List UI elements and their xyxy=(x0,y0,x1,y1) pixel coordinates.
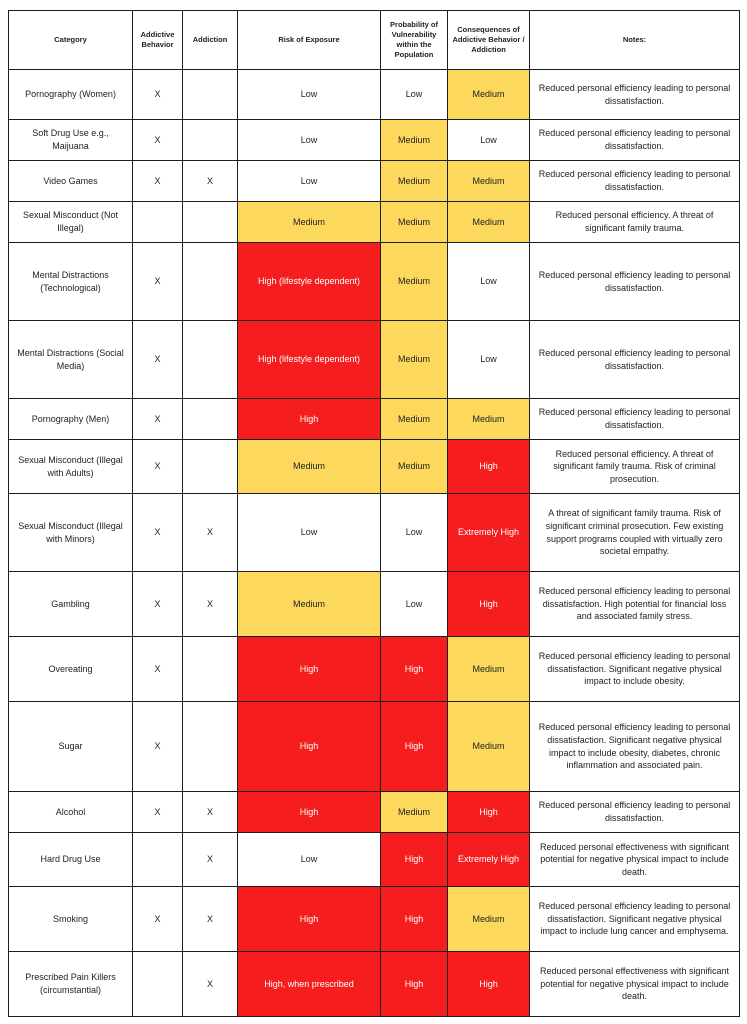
notes-cell: Reduced personal efficiency leading to personal dissatisfaction. Significant negative physical impact to include obesity, diabetes, chronic inflammation and associated pain. xyxy=(530,702,740,792)
table-row xyxy=(9,243,740,321)
category-cell: Pornography (Men) xyxy=(9,399,133,440)
notes-cell: Reduced personal efficiency leading to personal dissatisfaction. xyxy=(530,243,740,321)
addiction-cell xyxy=(183,702,238,792)
consequences-cell: Low xyxy=(448,120,530,161)
notes-cell: Reduced personal effectiveness with significant potential for negative physical impact to include death. xyxy=(530,952,740,1017)
notes-cell: Reduced personal efficiency leading to personal dissatisfaction. xyxy=(530,321,740,399)
addiction-cell: X xyxy=(183,161,238,202)
addictive-behavior-cell xyxy=(133,833,183,887)
notes-cell: Reduced personal efficiency leading to personal dissatisfaction. xyxy=(530,70,740,120)
table-row xyxy=(9,70,740,120)
probability-cell: High xyxy=(381,887,448,952)
addictive-behavior-cell: X xyxy=(133,399,183,440)
probability-cell: High xyxy=(381,952,448,1017)
addiction-cell: X xyxy=(183,494,238,572)
addiction-cell: X xyxy=(183,833,238,887)
probability-cell: Medium xyxy=(381,243,448,321)
addictive-behavior-cell: X xyxy=(133,572,183,637)
notes-cell: Reduced personal efficiency. A threat of significant family trauma. Risk of criminal prosecution. xyxy=(530,440,740,494)
header-notes: Notes: xyxy=(530,11,740,70)
addiction-cell: X xyxy=(183,792,238,833)
notes-cell: Reduced personal efficiency leading to personal dissatisfaction. xyxy=(530,161,740,202)
addiction-risk-table xyxy=(8,10,740,1017)
header-addictive-behavior: Addictive Behavior xyxy=(133,11,183,70)
table-row xyxy=(9,833,740,887)
addiction-cell xyxy=(183,202,238,243)
addictive-behavior-cell: X xyxy=(133,70,183,120)
addictive-behavior-cell xyxy=(133,202,183,243)
category-cell: Video Games xyxy=(9,161,133,202)
notes-cell: Reduced personal efficiency leading to personal dissatisfaction. xyxy=(530,399,740,440)
consequences-cell: Medium xyxy=(448,202,530,243)
addiction-cell xyxy=(183,637,238,702)
table-body xyxy=(9,70,740,1017)
table-row xyxy=(9,321,740,399)
risk-cell: Low xyxy=(238,120,381,161)
category-cell: Sexual Misconduct (Illegal with Minors) xyxy=(9,494,133,572)
table-row xyxy=(9,702,740,792)
addiction-cell xyxy=(183,440,238,494)
consequences-cell: Medium xyxy=(448,702,530,792)
consequences-cell: Extremely High xyxy=(448,494,530,572)
probability-cell: Medium xyxy=(381,321,448,399)
table-row xyxy=(9,161,740,202)
notes-cell: Reduced personal effectiveness with significant potential for negative physical impact to include death. xyxy=(530,833,740,887)
table-row xyxy=(9,887,740,952)
notes-cell: Reduced personal efficiency leading to personal dissatisfaction. Significant negative physical impact to include lung cancer and emphysema. xyxy=(530,887,740,952)
notes-cell: Reduced personal efficiency leading to personal dissatisfaction. xyxy=(530,120,740,161)
probability-cell: Medium xyxy=(381,202,448,243)
table-row xyxy=(9,637,740,702)
risk-cell: Medium xyxy=(238,572,381,637)
risk-cell: Low xyxy=(238,833,381,887)
category-cell: Smoking xyxy=(9,887,133,952)
category-cell: Mental Distractions (Social Media) xyxy=(9,321,133,399)
header-consequences: Consequences of Addictive Behavior / Addiction xyxy=(448,11,530,70)
header-row xyxy=(9,11,740,70)
addictive-behavior-cell: X xyxy=(133,321,183,399)
table-row xyxy=(9,440,740,494)
category-cell: Pornography (Women) xyxy=(9,70,133,120)
addiction-cell xyxy=(183,120,238,161)
probability-cell: High xyxy=(381,637,448,702)
consequences-cell: Low xyxy=(448,321,530,399)
risk-cell: Medium xyxy=(238,202,381,243)
category-cell: Sexual Misconduct (Not Illegal) xyxy=(9,202,133,243)
category-cell: Hard Drug Use xyxy=(9,833,133,887)
risk-cell: Medium xyxy=(238,440,381,494)
addictive-behavior-cell xyxy=(133,952,183,1017)
consequences-cell: Medium xyxy=(448,637,530,702)
risk-cell: High xyxy=(238,702,381,792)
consequences-cell: Medium xyxy=(448,161,530,202)
risk-cell: Low xyxy=(238,494,381,572)
category-cell: Soft Drug Use e.g., Maijuana xyxy=(9,120,133,161)
addictive-behavior-cell: X xyxy=(133,120,183,161)
consequences-cell: High xyxy=(448,440,530,494)
addictive-behavior-cell: X xyxy=(133,440,183,494)
probability-cell: Low xyxy=(381,572,448,637)
notes-cell: Reduced personal efficiency leading to personal dissatisfaction. Significant negative physical impact to include obesity. xyxy=(530,637,740,702)
consequences-cell: High xyxy=(448,952,530,1017)
table-row xyxy=(9,952,740,1017)
risk-cell: High xyxy=(238,637,381,702)
category-cell: Overeating xyxy=(9,637,133,702)
risk-cell: Low xyxy=(238,161,381,202)
header-probability: Probability of Vulnerability within the Population xyxy=(381,11,448,70)
notes-cell: A threat of significant family trauma. Risk of significant criminal prosecution. Few existing support programs coupled with virtually zero societal empathy. xyxy=(530,494,740,572)
header-risk-of-exposure: Risk of Exposure xyxy=(238,11,381,70)
consequences-cell: Medium xyxy=(448,70,530,120)
consequences-cell: High xyxy=(448,792,530,833)
addictive-behavior-cell: X xyxy=(133,702,183,792)
risk-cell: Low xyxy=(238,70,381,120)
risk-cell: High xyxy=(238,792,381,833)
consequences-cell: High xyxy=(448,572,530,637)
category-cell: Alcohol xyxy=(9,792,133,833)
addictive-behavior-cell: X xyxy=(133,887,183,952)
addictive-behavior-cell: X xyxy=(133,792,183,833)
addiction-cell xyxy=(183,321,238,399)
risk-cell: High (lifestyle dependent) xyxy=(238,321,381,399)
probability-cell: Medium xyxy=(381,120,448,161)
addictive-behavior-cell: X xyxy=(133,637,183,702)
table-row xyxy=(9,572,740,637)
addiction-cell: X xyxy=(183,952,238,1017)
risk-cell: High (lifestyle dependent) xyxy=(238,243,381,321)
category-cell: Sugar xyxy=(9,702,133,792)
addiction-cell: X xyxy=(183,887,238,952)
notes-cell: Reduced personal efficiency leading to personal dissatisfaction. xyxy=(530,792,740,833)
header-category: Category xyxy=(9,11,133,70)
probability-cell: Medium xyxy=(381,399,448,440)
notes-cell: Reduced personal efficiency. A threat of significant family trauma. xyxy=(530,202,740,243)
header-addiction: Addiction xyxy=(183,11,238,70)
probability-cell: Medium xyxy=(381,440,448,494)
risk-cell: High xyxy=(238,399,381,440)
category-cell: Gambling xyxy=(9,572,133,637)
probability-cell: Low xyxy=(381,70,448,120)
addiction-cell xyxy=(183,399,238,440)
addiction-cell xyxy=(183,243,238,321)
probability-cell: Low xyxy=(381,494,448,572)
consequences-cell: Medium xyxy=(448,887,530,952)
notes-cell: Reduced personal efficiency leading to personal dissatisfaction. High potential for financial loss and associated family stress. xyxy=(530,572,740,637)
consequences-cell: Low xyxy=(448,243,530,321)
table-row xyxy=(9,120,740,161)
category-cell: Mental Distractions (Technological) xyxy=(9,243,133,321)
table-row xyxy=(9,792,740,833)
category-cell: Prescribed Pain Killers (circumstantial) xyxy=(9,952,133,1017)
addictive-behavior-cell: X xyxy=(133,494,183,572)
risk-cell: High, when prescribed xyxy=(238,952,381,1017)
addiction-cell xyxy=(183,70,238,120)
table-row xyxy=(9,202,740,243)
probability-cell: Medium xyxy=(381,792,448,833)
risk-cell: High xyxy=(238,887,381,952)
table-row xyxy=(9,399,740,440)
table-row xyxy=(9,494,740,572)
probability-cell: High xyxy=(381,702,448,792)
addiction-cell: X xyxy=(183,572,238,637)
addictive-behavior-cell: X xyxy=(133,243,183,321)
consequences-cell: Extremely High xyxy=(448,833,530,887)
category-cell: Sexual Misconduct (Illegal with Adults) xyxy=(9,440,133,494)
probability-cell: High xyxy=(381,833,448,887)
consequences-cell: Medium xyxy=(448,399,530,440)
probability-cell: Medium xyxy=(381,161,448,202)
addictive-behavior-cell: X xyxy=(133,161,183,202)
